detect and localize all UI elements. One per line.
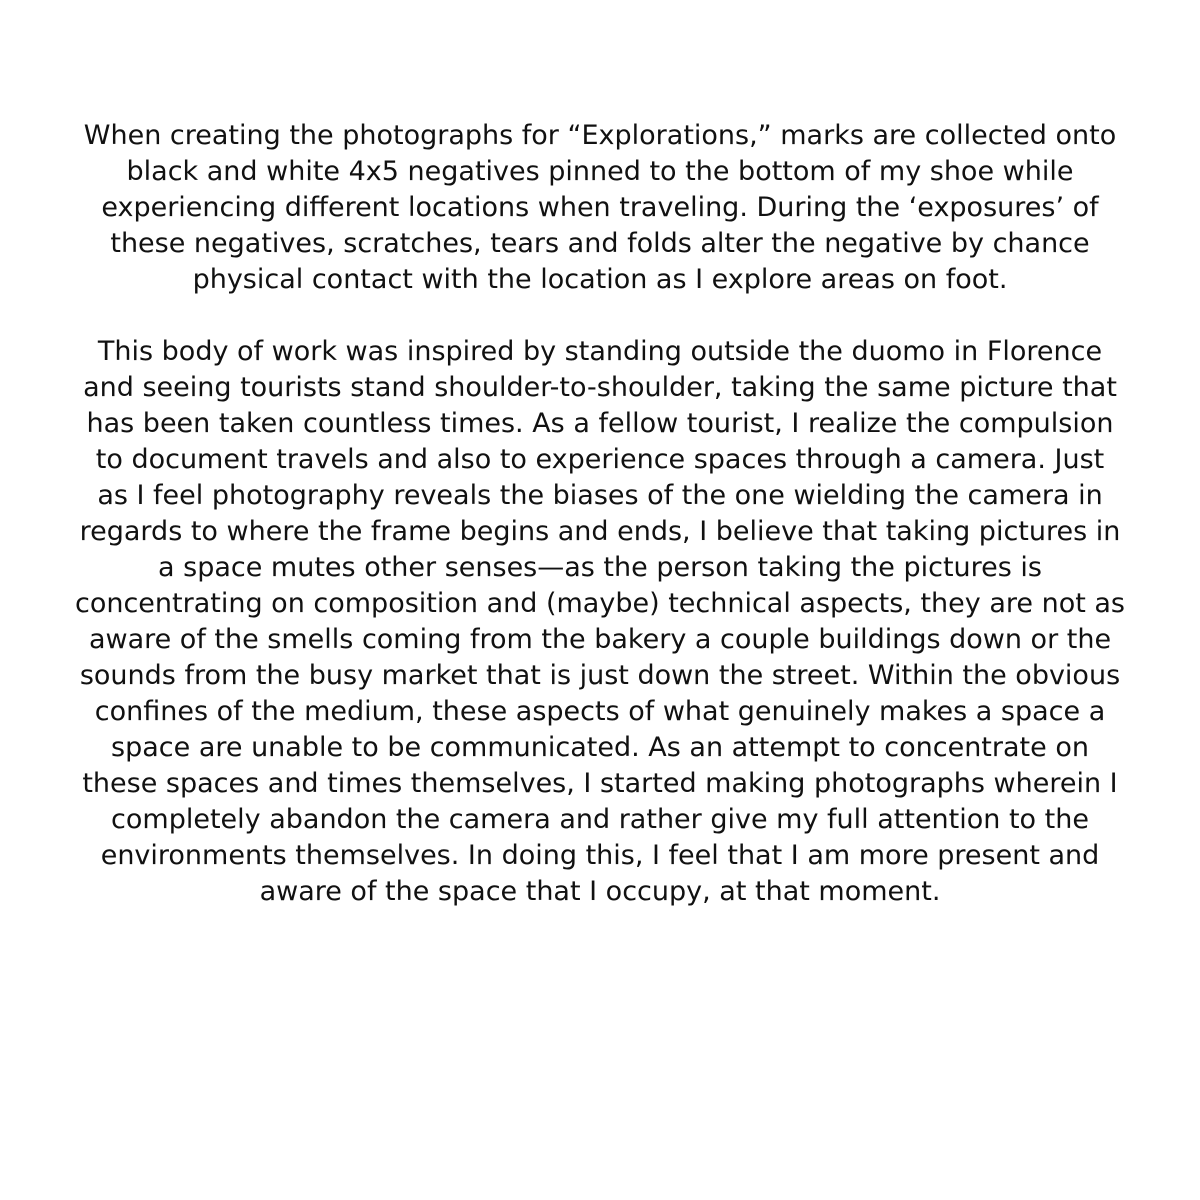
text-line: completely abandon the camera and rather give my full attention to the xyxy=(111,804,1089,835)
text-line: regards to where the frame begins and ends, I believe that taking pictures in xyxy=(79,516,1121,547)
text-line: black and white 4x5 negatives pinned to the bottom of my shoe while xyxy=(126,156,1074,187)
text-line: a space mutes other senses—as the person taking the pictures is xyxy=(158,552,1042,583)
text-line: environments themselves. In doing this, I feel that I am more present and xyxy=(100,840,1100,871)
text-line: space are unable to be communicated. As an attempt to concentrate on xyxy=(111,732,1089,763)
text-line: and seeing tourists stand shoulder-to-shoulder, taking the same picture that xyxy=(83,372,1117,403)
paragraph-spacer xyxy=(40,298,1160,334)
text-line: When creating the photographs for “Explorations,” marks are collected onto xyxy=(83,120,1117,151)
text-line: has been taken countless times. As a fellow tourist, I realize the compulsion xyxy=(86,408,1114,439)
text-line: as I feel photography reveals the biases of the one wielding the camera in xyxy=(97,480,1103,511)
text-line: This body of work was inspired by standing outside the duomo in Florence xyxy=(97,336,1103,367)
paragraph-inspiration xyxy=(40,334,1160,910)
text-line: these spaces and times themselves, I started making photographs wherein I xyxy=(82,768,1118,799)
text-line: confines of the medium, these aspects of what genuinely makes a space a xyxy=(94,696,1106,727)
text-line: experiencing different locations when traveling. During the ‘exposures’ of xyxy=(101,192,1099,223)
text-line: concentrating on composition and (maybe) technical aspects, they are not as xyxy=(74,588,1125,619)
text-line: these negatives, scratches, tears and folds alter the negative by chance xyxy=(110,228,1090,259)
artist-statement xyxy=(40,118,1160,910)
text-line: physical contact with the location as I explore areas on foot. xyxy=(192,264,1008,295)
text-line: to document travels and also to experience spaces through a camera. Just xyxy=(95,444,1105,475)
paragraph-explorations-process xyxy=(40,118,1160,298)
text-line: sounds from the busy market that is just down the street. Within the obvious xyxy=(79,660,1121,691)
text-line: aware of the space that I occupy, at that moment. xyxy=(259,876,941,907)
text-line: aware of the smells coming from the bakery a couple buildings down or the xyxy=(88,624,1112,655)
